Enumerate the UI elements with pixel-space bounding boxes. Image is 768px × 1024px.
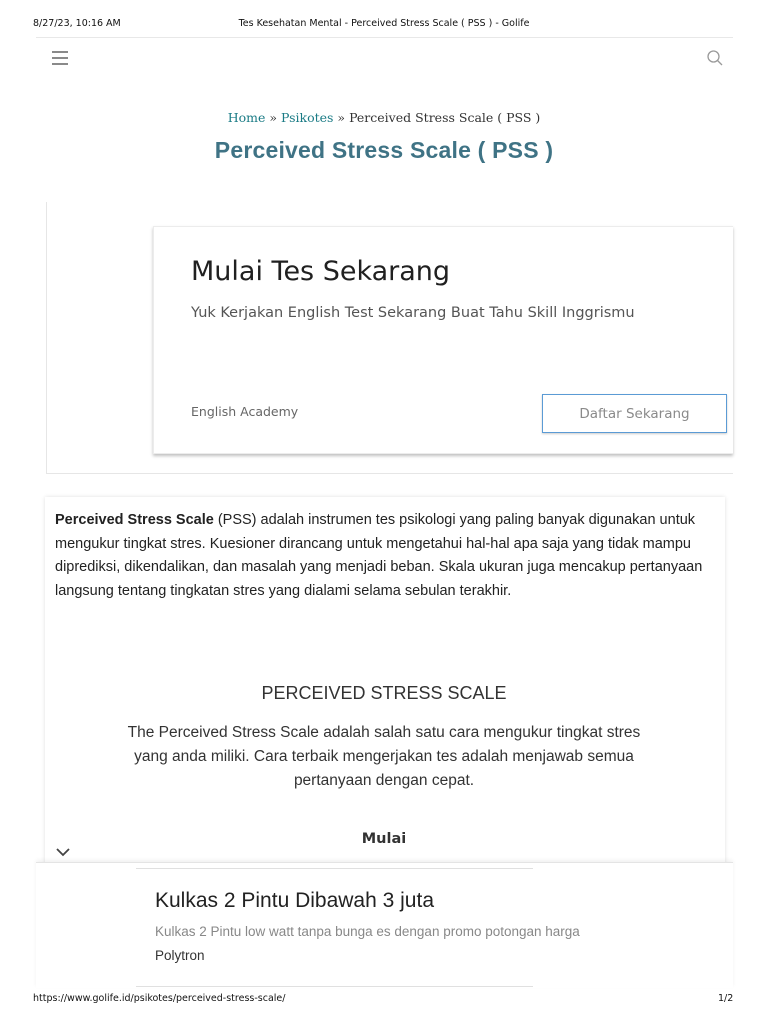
top-navbar — [36, 37, 733, 81]
sticky-ad-description: Kulkas 2 Pintu low watt tanpa bunga es dengan promo potongan harga — [155, 924, 580, 939]
article-intro — [55, 509, 720, 603]
divider — [136, 986, 533, 987]
print-url: https://www.golife.id/psikotes/perceived-stress-scale/ — [33, 993, 286, 1004]
ad-title[interactable]: Mulai Tes Sekarang — [191, 256, 451, 287]
quiz-description: The Perceived Stress Scale adalah salah satu cara mengukur tingkat stres yang anda miliki. Cara terbaik mengerjakan tes adalah menjawab semua pertanyaan dengan cepat. — [127, 724, 641, 789]
breadcrumb-category-link[interactable]: Psikotes — [281, 110, 334, 125]
sticky-ad-title[interactable]: Kulkas 2 Pintu Dibawah 3 juta — [155, 889, 434, 912]
print-datetime: 8/27/23, 10:16 AM — [33, 18, 121, 29]
chevron-down-icon[interactable] — [54, 845, 72, 859]
search-icon[interactable] — [706, 49, 724, 67]
ad-subtitle: Yuk Kerjakan English Test Sekarang Buat Tahu Skill Inggrismu — [191, 305, 635, 321]
page-title: Perceived Stress Scale ( PSS ) — [214, 137, 554, 163]
sticky-ad-brand: Polytron — [155, 948, 205, 963]
breadcrumb-home-link[interactable]: Home — [227, 110, 266, 125]
ad-brand: English Academy — [191, 404, 299, 419]
breadcrumb-separator: » — [333, 110, 350, 125]
quiz-title: PERCEIVED STRESS SCALE — [261, 683, 507, 703]
intro-bold-term: Perceived Stress Scale — [55, 512, 214, 528]
hamburger-menu-icon[interactable] — [52, 51, 68, 65]
print-page-number: 1/2 — [718, 993, 734, 1004]
ad-cta-button[interactable]: Daftar Sekarang — [542, 394, 727, 433]
divider — [136, 868, 533, 869]
breadcrumb — [0, 110, 768, 125]
intro-text: (PSS) adalah instrumen tes psikologi yang paling banyak digunakan untuk mengukur tingkat stres. Kuesioner dirancang untuk mengetahui hal-hal apa saja yang tidak mampu diprediksi, dikendalikan, dan masalah yang menjadi beban. Skala ukuran juga mencakup pertanyaan langsung tentang tingkatan stres yang dialami selama sebulan terakhir. — [55, 512, 703, 599]
breadcrumb-separator: » — [265, 110, 282, 125]
start-quiz-button[interactable]: Mulai — [361, 831, 407, 847]
print-doc-title: Tes Kesehatan Mental - Perceived Stress Scale ( PSS ) - Golife — [238, 18, 530, 29]
breadcrumb-current: Perceived Stress Scale ( PSS ) — [349, 110, 541, 125]
